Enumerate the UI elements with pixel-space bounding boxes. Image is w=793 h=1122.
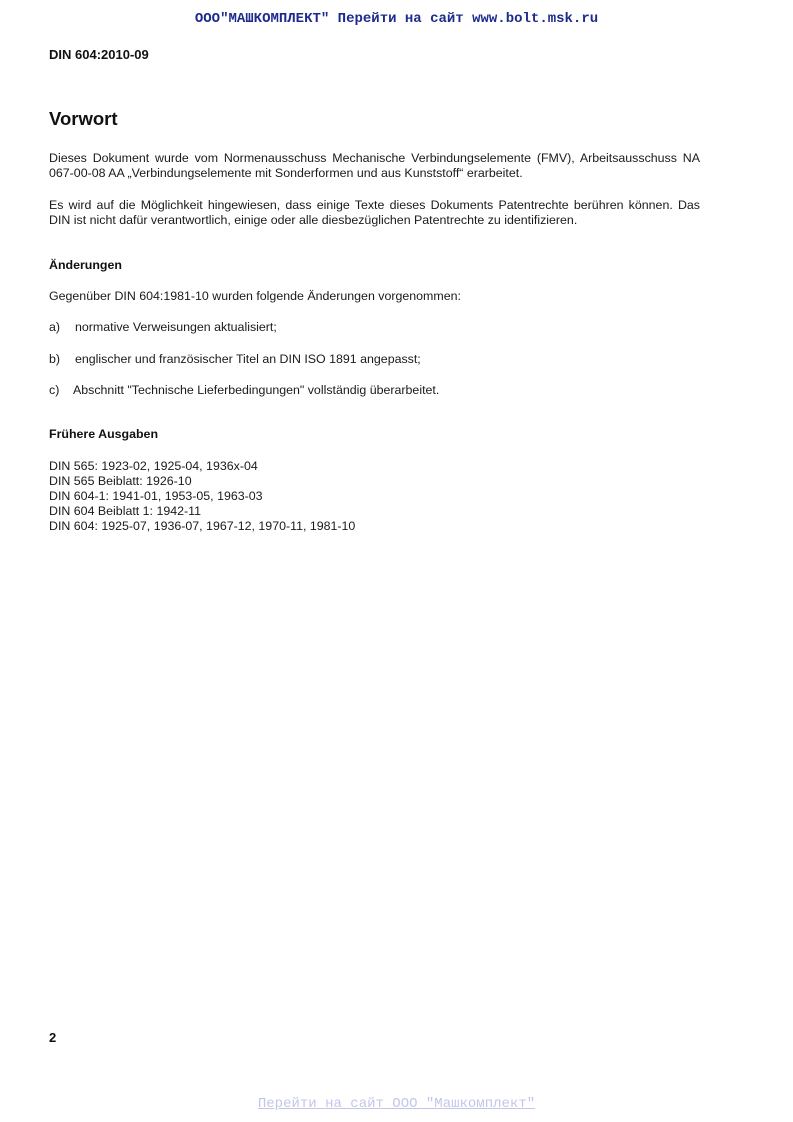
list-marker: a) <box>49 320 61 334</box>
document-id: DIN 604:2010-09 <box>49 47 149 62</box>
list-item-text: normative Verweisungen aktualisiert; <box>75 320 277 334</box>
list-item-text: englischer und französischer Titel an DIN ISO 1891 angepasst; <box>75 352 421 366</box>
bottom-site-link[interactable]: Перейти на сайт ООО "Машкомплект" <box>257 1096 536 1112</box>
list-item-text: Abschnitt "Technische Lieferbedingungen" vollständig überarbeitet. <box>73 383 440 397</box>
previous-editions-heading: Frühere Ausgaben <box>49 427 159 441</box>
page-title: Vorwort <box>49 108 118 129</box>
changes-intro: Gegenüber DIN 604:1981-10 wurden folgende Änderungen vorgenommen: <box>49 289 461 303</box>
changes-heading: Änderungen <box>49 258 122 272</box>
edition-line: DIN 604: 1925-07, 1936-07, 1967-12, 1970-11, 1981-10 <box>49 519 356 533</box>
banner-link[interactable]: ООО"МАШКОМПЛЕКТ" Перейти на сайт www.bolt.msk.ru <box>194 11 599 27</box>
page-number: 2 <box>49 1030 57 1045</box>
previous-editions-list <box>49 459 355 534</box>
list-item <box>49 352 421 367</box>
list-item <box>49 320 277 335</box>
edition-line: DIN 604-1: 1941-01, 1953-05, 1963-03 <box>49 489 263 503</box>
edition-line: DIN 565 Beiblatt: 1926-10 <box>49 474 192 488</box>
list-item <box>49 383 440 398</box>
edition-line: DIN 565: 1923-02, 1925-04, 1936x-04 <box>49 459 258 473</box>
list-marker: c) <box>49 383 60 397</box>
edition-line: DIN 604 Beiblatt 1: 1942-11 <box>49 504 201 518</box>
intro-paragraph-1: Dieses Dokument wurde vom Normenausschuss Mechanische Verbindungselemente (FMV), Arbeitsausschuss NA 067-00-08 AA „Verbindungselemente mit Sonderformen und aus Kunststoff“ erarbeitet. <box>49 151 700 180</box>
intro-paragraph-2: Es wird auf die Möglichkeit hingewiesen, dass einige Texte dieses Dokuments Patentrechte berühren können. Das DIN ist nicht dafür verantwortlich, einige oder alle diesbezüglichen Patentrechte zu identifizieren. <box>49 198 700 227</box>
list-marker: b) <box>49 352 61 366</box>
